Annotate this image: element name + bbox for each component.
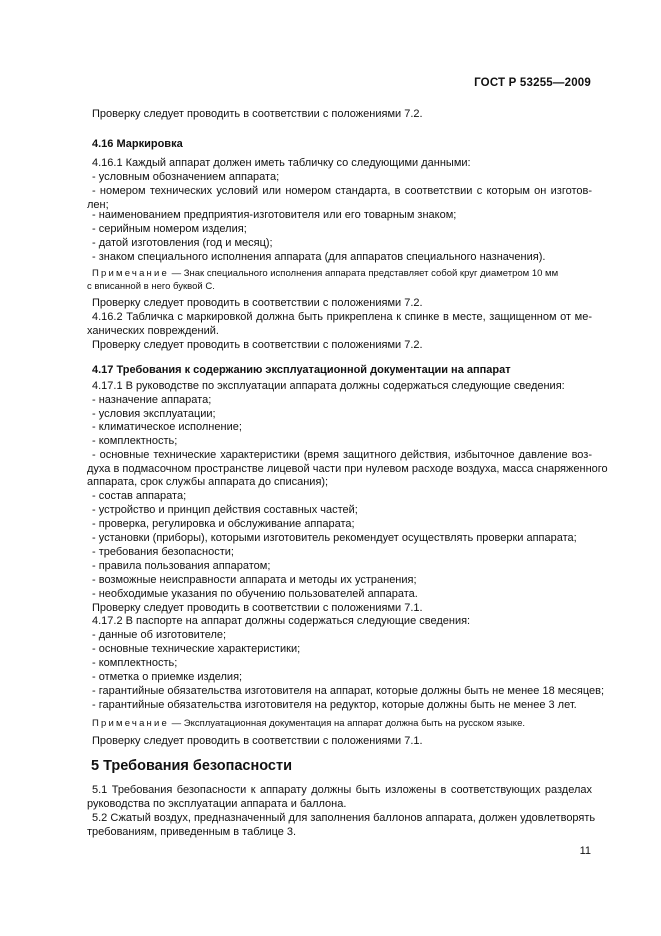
text-line: Проверку следует проводить в соответствии с положениями 7.2.	[92, 297, 423, 309]
list-item: - данные об изготовителе;	[92, 629, 227, 641]
list-item: - проверка, регулировка и обслуживание аппарата;	[92, 518, 355, 530]
list-item: - условным обозначением аппарата;	[92, 171, 280, 183]
list-item: - требования безопасности;	[92, 546, 234, 558]
note-text: — Эксплуатационная документация на аппарат должна быть на русском языке.	[169, 718, 525, 729]
list-item: - комплектность;	[92, 435, 178, 447]
text-line: требованиям, приведенным в таблице 3.	[87, 826, 297, 838]
page-number: 11	[579, 845, 591, 857]
list-item: - установки (приборы), которыми изготовитель рекомендует осуществлять проверки аппарата;	[92, 532, 577, 544]
list-item: - условия эксплуатации;	[92, 408, 216, 420]
list-item: - комплектность;	[92, 657, 178, 669]
document-code: ГОСТ Р 53255—2009	[474, 77, 591, 89]
note-label: Примечание	[92, 268, 169, 279]
text-line: 4.17.1 В руководстве по эксплуатации аппарата должны содержаться следующие сведения:	[92, 380, 565, 392]
list-item: - климатическое исполнение;	[92, 421, 242, 433]
text-line: 4.17.2 В паспорте на аппарат должны содержаться следующие сведения:	[92, 615, 471, 627]
text-line: аппарата, срок службы аппарата до списания);	[87, 476, 329, 488]
list-item: - номером технических условий или номером стандарта, в соответствии с которым он изготов-	[92, 185, 592, 197]
note-line: с вписанной в него буквой С.	[87, 281, 215, 292]
list-item: - основные технические характеристики;	[92, 643, 301, 655]
note-line	[92, 267, 595, 280]
section-heading: 4.16 Маркировка	[92, 138, 183, 150]
list-item: - правила пользования аппаратом;	[92, 560, 271, 572]
text-line: лен;	[87, 199, 109, 211]
text-line: Проверку следует проводить в соответствии с положениями 7.1.	[92, 735, 423, 747]
list-item: - необходимые указания по обучению пользователей аппарата.	[92, 588, 418, 600]
list-item: - датой изготовления (год и месяц);	[92, 237, 273, 249]
text-line: духа в подмасочном пространстве лицевой части при нулевом расходе воздуха, масса снаряженного	[87, 463, 608, 475]
text-line: Проверку следует проводить в соответствии с положениями 7.2.	[92, 339, 423, 351]
list-item: - состав аппарата;	[92, 490, 187, 502]
list-item: - возможные неисправности аппарата и методы их устранения;	[92, 574, 417, 586]
list-item: - отметка о приемке изделия;	[92, 671, 243, 683]
note-text: — Знак специального исполнения аппарата представляет собой круг диаметром 10 мм	[169, 268, 559, 279]
note-label: Примечание	[92, 718, 169, 729]
note-line	[92, 717, 595, 730]
text-line: Проверку следует проводить в соответствии с положениями 7.2.	[92, 108, 423, 120]
text-line: руководства по эксплуатации аппарата и баллона.	[87, 798, 347, 810]
list-item: - серийным номером изделия;	[92, 223, 247, 235]
text-line: Проверку следует проводить в соответствии с положениями 7.1.	[92, 602, 423, 614]
list-item: - назначение аппарата;	[92, 394, 212, 406]
text-line: 5.1 Требования безопасности к аппарату должны быть изложены в соответствующих разделах	[92, 784, 592, 796]
section-heading: 4.17 Требования к содержанию эксплуатационной документации на аппарат	[92, 364, 511, 376]
text-line: ханических повреждений.	[87, 325, 219, 337]
text-line: 4.16.1 Каждый аппарат должен иметь табличку со следующими данными:	[92, 157, 471, 169]
list-item: - наименованием предприятия-изготовителя или его товарным знаком;	[92, 209, 457, 221]
list-item: - устройство и принцип действия составных частей;	[92, 504, 358, 516]
list-item: - знаком специального исполнения аппарата (для аппаратов специального назначения).	[92, 251, 546, 263]
list-item: - гарантийные обязательства изготовителя на редуктор, которые должны быть не менее 3 лет.	[92, 699, 577, 711]
chapter-heading: 5 Требования безопасности	[91, 758, 293, 774]
list-item: - гарантийные обязательства изготовителя на аппарат, которые должны быть не менее 18 месяцев;	[92, 685, 605, 697]
list-item: - основные технические характеристики (время защитного действия, избыточное давление воз-	[92, 449, 592, 461]
text-line: 5.2 Сжатый воздух, предназначенный для заполнения баллонов аппарата, должен удовлетворять	[92, 812, 596, 824]
text-line: 4.16.2 Табличка с маркировкой должна быть прикреплена к спинке в месте, защищенном от ме-	[92, 311, 592, 323]
